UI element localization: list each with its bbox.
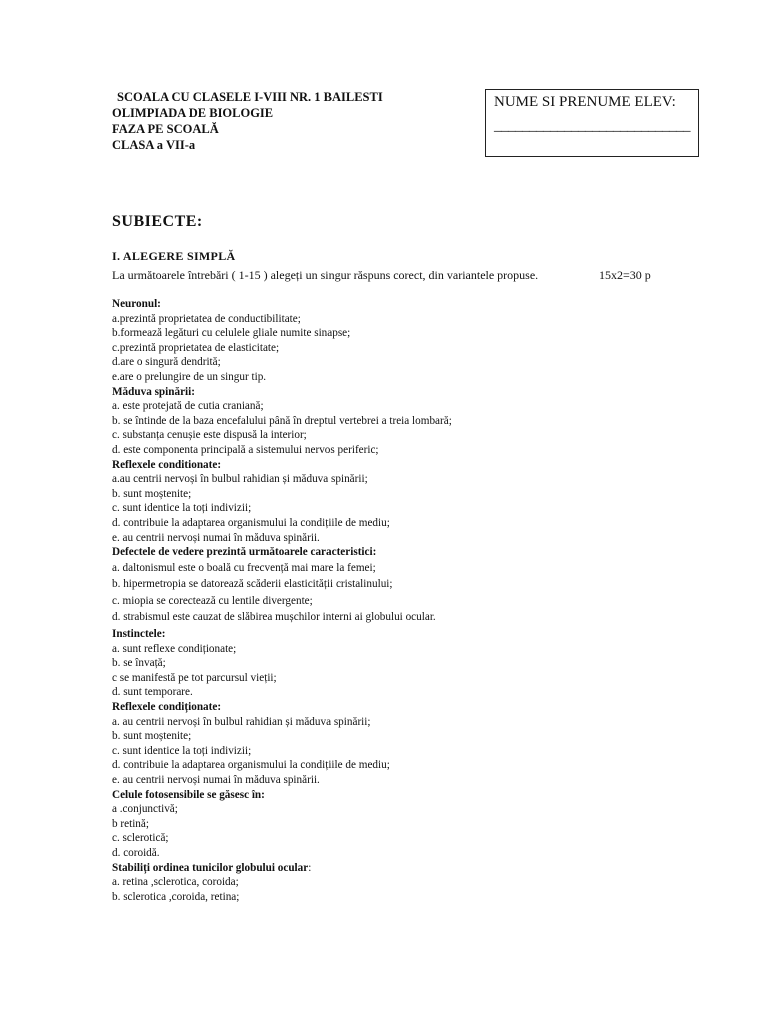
answer-option: d. coroidă. (112, 846, 160, 859)
question-title-suffix: : (308, 861, 312, 874)
question-title: Celule fotosensibile se găsesc în: (112, 788, 265, 801)
answer-option: b. se întinde de la baza encefalului până în dreptul vertebrei a treia lombară; (112, 414, 452, 427)
answer-option: d. contribuie la adaptarea organismului la condițiile de mediu; (112, 759, 390, 772)
answer-option: d.are o singură dendrită; (112, 356, 221, 369)
student-name-label: NUME SI PRENUME ELEV: (494, 94, 676, 110)
question-title: Reflexele condiționate: (112, 701, 222, 714)
answer-option: c. sunt identice la toți indivizii; (112, 744, 252, 757)
answer-option: a .conjunctivă; (112, 803, 178, 816)
answer-option: b.formează legături cu celulele gliale numite sinapse; (112, 327, 351, 340)
question-title: Defectele de vedere prezintă următoarele caracteristici: (112, 546, 377, 559)
question-title: Instinctele: (112, 628, 166, 641)
section-points: 15x2=30 p (599, 268, 651, 282)
answer-option: a.au centrii nervoși în bulbul rahidian și măduva spinării; (112, 473, 368, 486)
answer-option: b. sunt moștenite; (112, 487, 192, 500)
grade-name: CLASA a VII-a (112, 138, 196, 152)
answer-option: a.prezintă proprietatea de conductibilitate; (112, 312, 301, 325)
answer-option: a. retina ,sclerotica, coroida; (112, 876, 239, 889)
answer-option: d. contribuie la adaptarea organismului la condițiile de mediu; (112, 516, 390, 529)
section-title: I. ALEGERE SIMPLĂ (112, 249, 236, 263)
question-title (112, 861, 672, 876)
answer-option: a. este protejată de cutia craniană; (112, 400, 264, 413)
instructions-text: La următoarele întrebări ( 1-15 ) alegeți un singur răspuns corect, din variantele propuse. (112, 268, 539, 282)
question-title-text: Stabiliți ordinea tunicilor globului ocular (112, 861, 309, 874)
answer-option: d. este componenta principală a sistemului nervos periferic; (112, 443, 379, 456)
question-title: Neuronul: (112, 298, 161, 310)
answer-option: c. sclerotică; (112, 832, 169, 845)
answer-option: b. se învață; (112, 657, 166, 670)
question (112, 700, 672, 788)
student-name-line: ____________________________ (494, 118, 690, 134)
student-name-box (485, 89, 699, 157)
answer-option: e. au centrii nervoși numai în măduva spinării. (112, 531, 320, 544)
question (112, 788, 672, 861)
question (112, 297, 672, 385)
answer-option: b. sclerotica ,coroida, retina; (112, 890, 240, 903)
questions-list (112, 297, 672, 904)
question (112, 861, 672, 905)
answer-option: a. daltonismul este o boală cu frecvență mai mare la femei; (112, 561, 376, 574)
answer-option: b retină; (112, 817, 149, 830)
answer-option: d. sunt temporare. (112, 686, 193, 699)
section-instructions (112, 268, 672, 283)
answer-option: b. sunt moștenite; (112, 730, 192, 743)
answer-option: b. hipermetropia se datorează scăderii elasticității cristalinului; (112, 578, 393, 591)
olympiad-name: OLIMPIADA DE BIOLOGIE (112, 106, 274, 120)
school-name: SCOALA CU CLASELE I-VIII NR. 1 BAILESTI (117, 90, 383, 104)
question (112, 545, 672, 625)
answer-option: c.prezintă proprietatea de elasticitate; (112, 341, 280, 354)
answer-option: c se manifestă pe tot parcursul vieții; (112, 671, 277, 684)
question-title: Reflexele conditionate: (112, 458, 222, 471)
answer-option: c. substanța cenușie este dispusă la interior; (112, 429, 307, 442)
answer-option: e. au centrii nervoși numai în măduva spinării. (112, 774, 320, 786)
answer-option: a. au centrii nervoși în bulbul rahidian și măduva spinării; (112, 715, 371, 728)
answer-option: a. sunt reflexe condiționate; (112, 642, 237, 655)
question (112, 627, 672, 700)
subjects-title: SUBIECTE: (112, 213, 203, 230)
answer-option: c. miopia se corectează cu lentile divergente; (112, 594, 313, 607)
answer-option: c. sunt identice la toți indivizii; (112, 502, 252, 515)
school-header (112, 89, 383, 153)
phase-name: FAZA PE SCOALĂ (112, 122, 219, 136)
answer-option: e.are o prelungire de un singur tip. (112, 370, 267, 383)
answer-option: d. strabismul este cauzat de slăbirea mușchilor interni ai globului ocular. (112, 611, 436, 624)
question (112, 458, 672, 546)
question-title: Măduva spinării: (112, 385, 195, 398)
question (112, 385, 672, 458)
